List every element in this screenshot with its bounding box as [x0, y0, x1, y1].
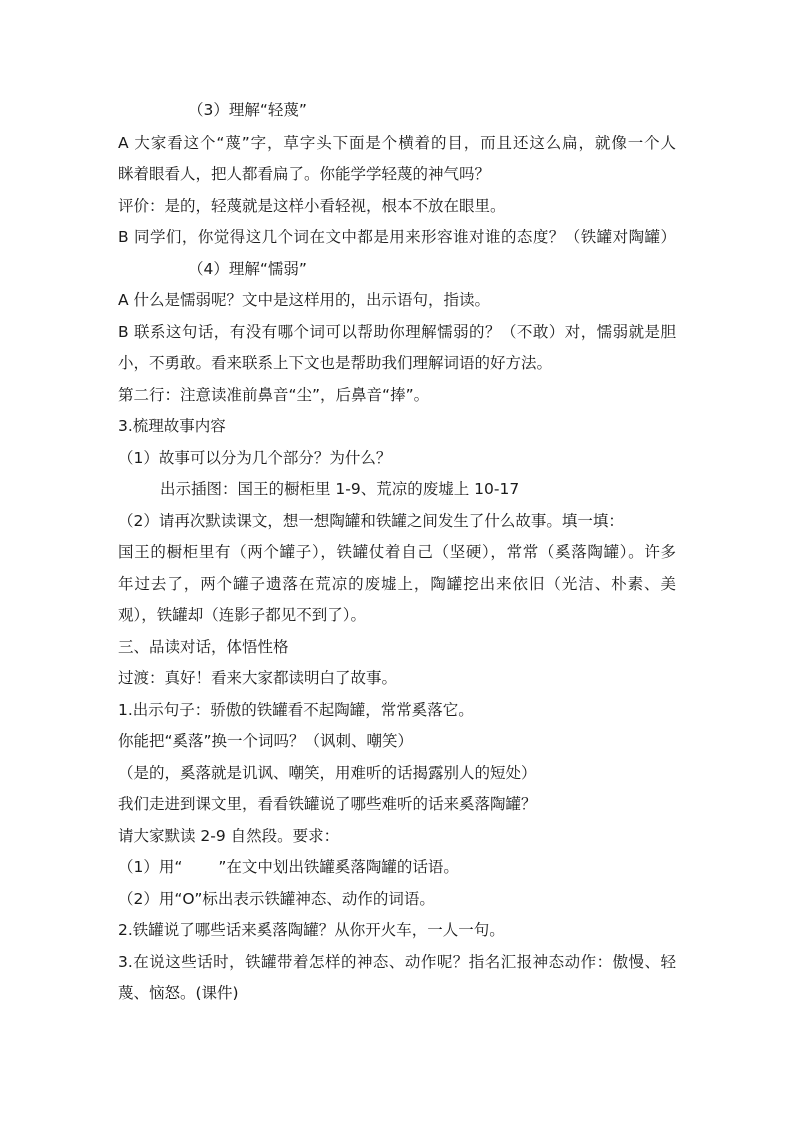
- paragraph-line: （2）用“O”标出表示铁罐神态、动作的词语。: [118, 890, 435, 908]
- paragraph-line: 蔑、恼怒。(课件): [118, 984, 239, 1002]
- paragraph-line: （1）故事可以分为几个部分？为什么？: [118, 449, 392, 467]
- paragraph-line: B 联系这句话，有没有哪个词可以帮助你理解懦弱的？（不敢）对，懦弱就是胆: [118, 323, 676, 341]
- paragraph-line: A 什么是懦弱呢？文中是这样用的，出示语句，指读。: [118, 291, 491, 309]
- paragraph-line: 你能把“奚落”换一个词吗？（讽刺、嘲笑）: [118, 732, 414, 750]
- paragraph-line: 过渡：真好！看来大家都读明白了故事。: [118, 669, 398, 687]
- paragraph-fragment: （1）用“: [118, 858, 183, 876]
- paragraph-line: B 同学们，你觉得这几个词在文中都是用来形容谁对谁的态度？（铁罐对陶罐）: [118, 228, 676, 246]
- paragraph-line: 我们走进到课文里，看看铁罐说了哪些难听的话来奚落陶罐？: [118, 795, 537, 813]
- paragraph-line: 小，不勇敢。看来联系上下文也是帮助我们理解词语的好方法。: [118, 354, 553, 372]
- subheading-understand-qingmie: （3）理解“轻蔑”: [188, 101, 307, 119]
- paragraph-line: [118, 857, 459, 877]
- section-heading: 3.梳理故事内容: [118, 417, 226, 435]
- paragraph-line: 评价：是的，轻蔑就是这样小看轻视，根本不放在眼里。: [118, 197, 506, 215]
- paragraph-line: 观），铁罐却（连影子都见不到了）。: [118, 606, 367, 624]
- paragraph-line: 第二行：注意读准前鼻音“尘”，后鼻音“捧”。: [118, 386, 430, 404]
- paragraph-line: 年过去了，两个罐子遗落在荒凉的废墟上，陶罐挖出来依旧（光洁、朴素、美: [118, 575, 676, 593]
- paragraph-line: A 大家看这个“蔑”字，草字头下面是个横着的目，而且还这么扁，就像一个人: [118, 134, 676, 152]
- paragraph-line: 请大家默读 2-9 自然段。要求：: [118, 827, 340, 845]
- paragraph-line: 2.铁罐说了哪些话来奚落陶罐？从你开火车，一人一句。: [118, 921, 505, 939]
- paragraph-line: （2）请再次默读课文，想一想陶罐和铁罐之间发生了什么故事。填一填：: [118, 512, 624, 530]
- paragraph-line: 国王的橱柜里有（两个罐子），铁罐仗着自己（坚硬），常常（奚落陶罐）。许多: [118, 543, 676, 561]
- section-heading: 三、品读对话，体悟性格: [118, 638, 289, 656]
- paragraph-line: 眯着眼看人，把人都看扁了。你能学学轻蔑的神气吗？: [118, 165, 491, 183]
- paragraph-line: 1.出示句子：骄傲的铁罐看不起陶罐，常常奚落它。: [118, 701, 474, 719]
- paragraph-line: 出示插图：国王的橱柜里 1-9、荒凉的废墟上 10-17: [160, 480, 520, 498]
- paragraph-line: （是的，奚落就是讥讽、嘲笑，用难听的话揭露别人的短处）: [118, 764, 537, 782]
- paragraph-fragment: ”在文中划出铁罐奚落陶罐的话语。: [218, 858, 459, 876]
- paragraph-line: 3.在说这些话时，铁罐带着怎样的神态、动作呢？指名汇报神态动作：傲慢、轻: [118, 953, 676, 971]
- subheading-understand-nuoruo: （4）理解“懦弱”: [188, 260, 307, 278]
